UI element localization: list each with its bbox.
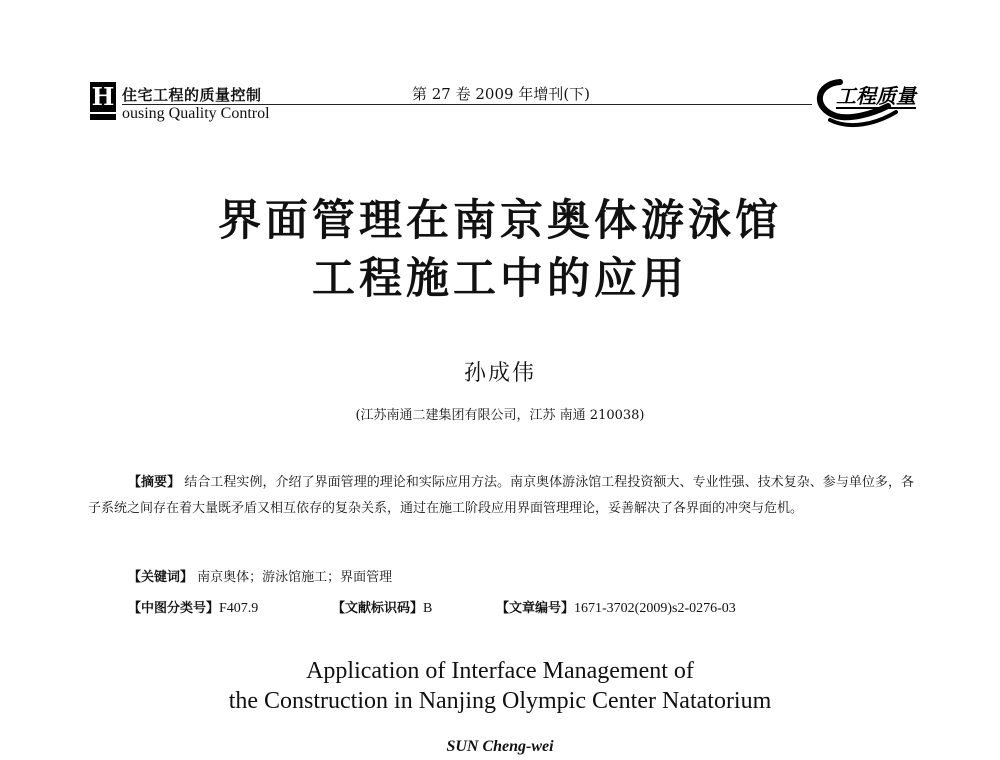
keywords-text: 南京奥体；游泳馆施工；界面管理 [197, 570, 393, 585]
document-code [332, 597, 432, 617]
journal-header [90, 74, 916, 134]
doc-code-label: 【文献标识码】 [332, 601, 424, 616]
logo-text: 工程质量 [836, 80, 916, 109]
english-title [0, 656, 1000, 716]
journal-logo [810, 74, 916, 134]
article-number [496, 597, 736, 617]
doc-code-value: B [423, 601, 433, 616]
journal-h-mark: H [91, 82, 115, 111]
clc-label: 【中图分类号】 [128, 601, 220, 616]
abstract-paragraph [88, 470, 914, 522]
keywords-label: 【关键词】 [128, 570, 194, 585]
abstract-text: 结合工程实例，介绍了界面管理的理论和实际应用方法。南京奥体游泳馆工程投资额大、专业性强、技术复杂、参与单位多，各子系统之间存在着大量既矛盾又相互依存的复杂关系，通过在施工阶段应用界面管理理论，妥善解决了各界面的冲突与危机。 [88, 475, 914, 516]
journal-h-underbar [90, 114, 116, 120]
english-title-line-2: the Construction in Nanjing Olympic Center Natatorium [228, 688, 772, 714]
author-name-cn: 孙成伟 [463, 361, 536, 386]
article-number-label: 【文章编号】 [496, 601, 575, 616]
author-name-en: SUN Cheng-wei [446, 738, 554, 755]
classification-row [128, 597, 888, 617]
keywords [128, 566, 392, 585]
article-number-value: 1671-3702(2009)s2-0276-03 [574, 601, 736, 616]
abstract [88, 470, 914, 522]
title-line-2: 工程施工中的应用 [312, 254, 688, 304]
journal-name-en: ousing Quality Control [122, 105, 270, 122]
clc-number [128, 597, 258, 617]
clc-value: F407.9 [219, 601, 259, 616]
article-title [0, 192, 1000, 308]
author-affiliation-cn: (江苏南通二建集团有限公司，江苏 南通 210038) [355, 408, 645, 423]
title-line-1: 界面管理在南京奥体游泳馆 [218, 196, 782, 246]
abstract-label: 【摘要】 [128, 475, 181, 490]
issue-info: 第 27 卷 2009 年增刊(下) [412, 85, 591, 103]
english-title-line-1: Application of Interface Management of [306, 658, 694, 684]
journal-name-cn: 住宅工程的质量控制 [122, 86, 262, 104]
